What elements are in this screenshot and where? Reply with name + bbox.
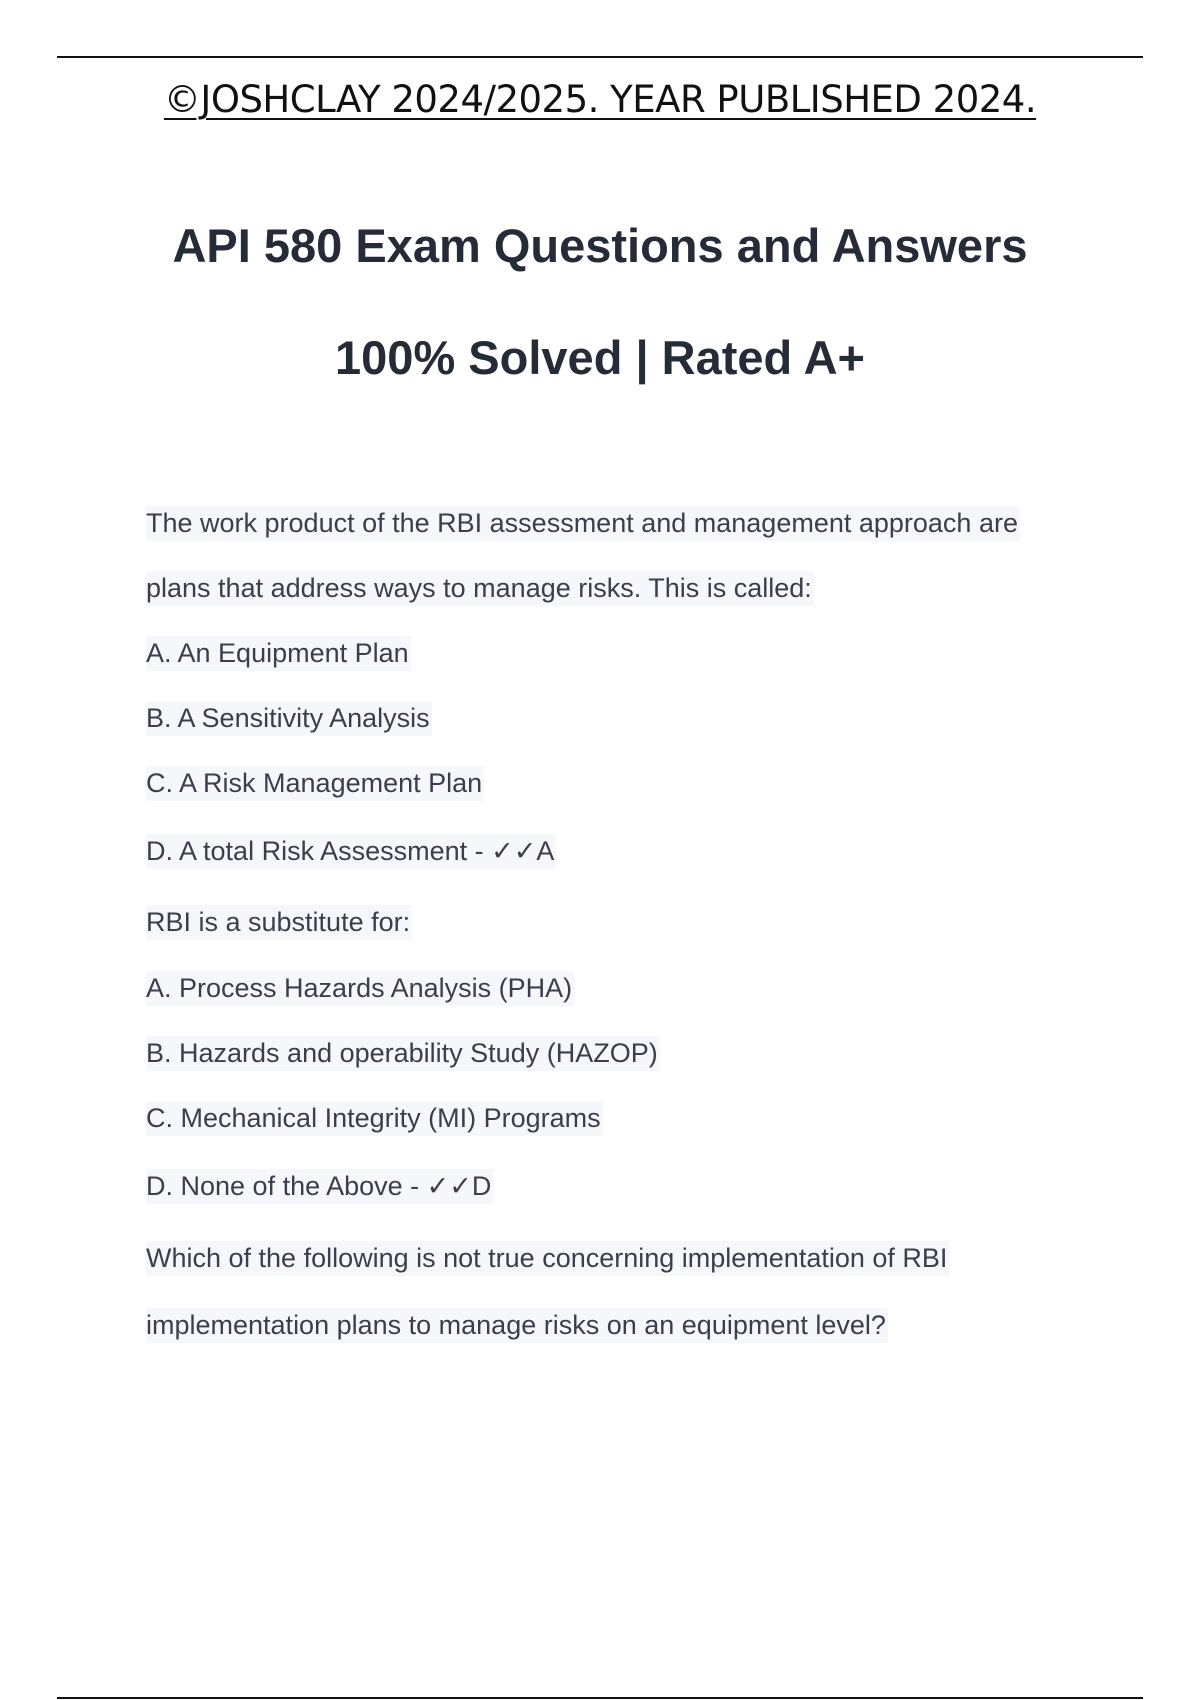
copyright-header [0,78,1200,121]
question-2-option-c: C. Mechanical Integrity (MI) Programs [146,1101,603,1136]
question-2-option-d: D. None of the Above - ✓✓D [146,1169,493,1204]
copyright-text: ©JOSHCLAY 2024/2025. YEAR PUBLISHED 2024. [163,78,1037,121]
question-2-option-b: B. Hazards and operability Study (HAZOP) [146,1036,660,1071]
question-3-prompt-line-2: implementation plans to manage risks on an equipment level? [146,1308,888,1343]
question-1-option-c: C. A Risk Management Plan [146,766,484,801]
question-1-prompt-line-1: The work product of the RBI assessment and management approach are [146,506,1020,541]
question-1-prompt-line-2: plans that address ways to manage risks. This is called: [146,571,814,606]
question-1-option-b: B. A Sensitivity Analysis [146,701,432,736]
question-1-option-d: D. A total Risk Assessment - ✓✓A [146,834,556,869]
question-2-option-a: A. Process Hazards Analysis (PHA) [146,971,574,1006]
bottom-rule [57,1697,1143,1699]
question-1-option-a: A. An Equipment Plan [146,636,411,671]
document-subtitle: 100% Solved | Rated A+ [335,331,865,384]
top-rule [57,56,1143,58]
question-3-prompt-line-1: Which of the following is not true concerning implementation of RBI [146,1241,949,1276]
question-2-prompt-line-1: RBI is a substitute for: [146,905,412,940]
document-title: API 580 Exam Questions and Answers [172,219,1028,272]
